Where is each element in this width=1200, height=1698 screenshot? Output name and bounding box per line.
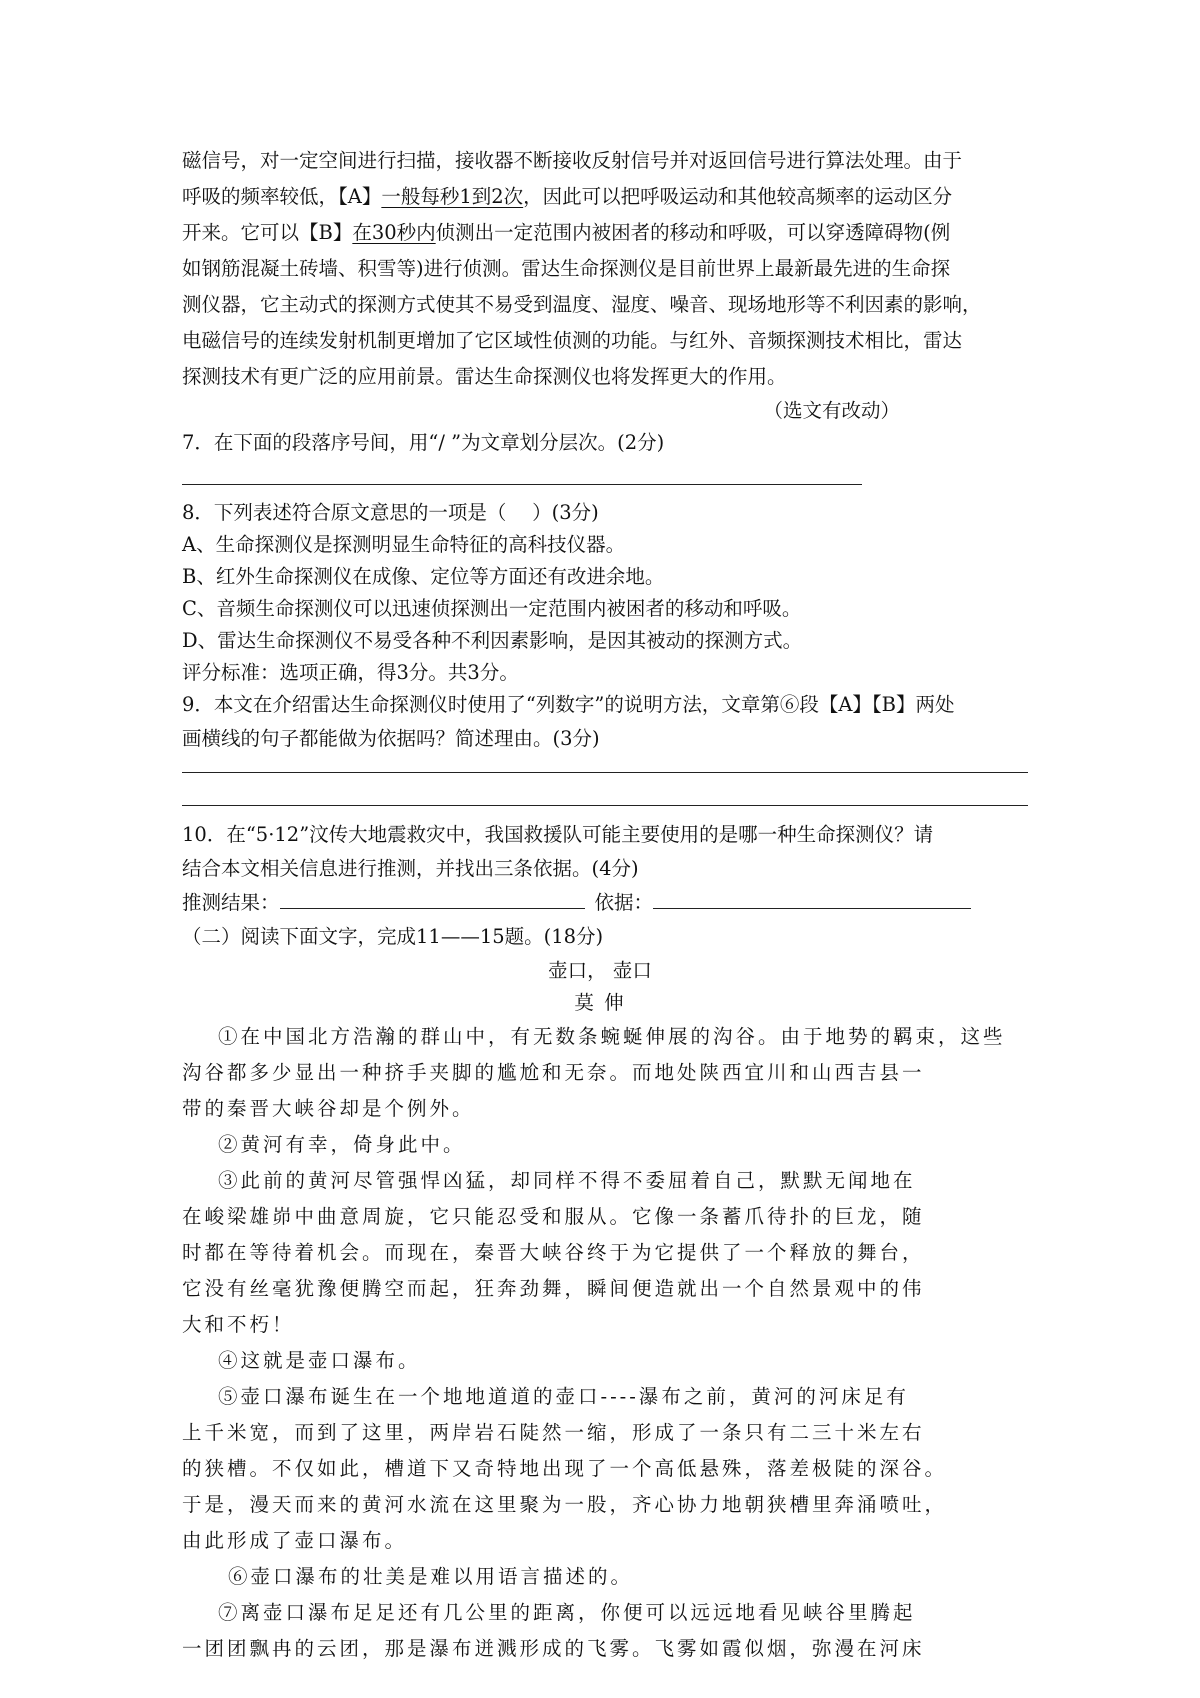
paragraph-3-line: 大和不朽！ <box>182 1313 295 1336</box>
text-line: 电磁信号的连续发射机制更增加了它区域性侦测的功能。与红外、音频探测技术相比，雷达 <box>182 329 963 352</box>
underlined-sentence-b: 在30秒内 <box>352 221 436 244</box>
answer-line[interactable] <box>182 805 1028 806</box>
text-segment: 侦测出一定范围内被困者的移动和呼吸，可以穿透障碍物(例 <box>435 221 951 244</box>
option-b: B、红外生命探测仪在成像、定位等方面还有改进余地。 <box>182 565 665 588</box>
paragraph-1-line: 沟谷都多少显出一种挤手夹脚的尴尬和无奈。而地处陕西宜川和山西吉县一 <box>182 1061 925 1084</box>
text-line: 测仪器，它主动式的探测方式使其不易受到温度、湿度、噪音、现场地形等不利因素的影响， <box>182 293 982 316</box>
result-label: 推测结果： <box>182 891 280 914</box>
option-a: A、生命探测仪是探测明显生命特征的高科技仪器。 <box>182 533 626 556</box>
article-author: 莫 伸 <box>574 991 626 1014</box>
paragraph-7-line: 一团团飘冉的云团，那是瀑布迸溅形成的飞雾。飞雾如霞似烟，弥漫在河床 <box>182 1637 925 1660</box>
text-line: 探测技术有更广泛的应用前景。雷达生命探测仪也将发挥更大的作用。 <box>182 365 787 388</box>
option-c: C、音频生命探测仪可以迅速侦探测出一定范围内被困者的移动和呼吸。 <box>182 597 802 620</box>
text-line: 磁信号，对一定空间进行扫描，接收器不断接收反射信号并对返回信号进行算法处理。由于 <box>182 149 963 172</box>
answer-line[interactable] <box>182 484 862 485</box>
text-line: 如钢筋混凝土砖墙、积雪等)进行侦测。雷达生命探测仪是目前世界上最新最先进的生命探 <box>182 257 951 280</box>
paragraph-5-line: ⑤壶口瀑布诞生在一个地地道道的壶口----瀑布之前，黄河的河床足有 <box>218 1385 909 1408</box>
text-line <box>182 180 1028 214</box>
answer-row <box>182 886 1028 920</box>
paragraph-3-line: 时都在等待着机会。而现在，秦晋大峡谷终于为它提供了一个释放的舞台， <box>182 1241 925 1264</box>
section-heading: （二）阅读下面文字，完成11——15题。(18分) <box>182 925 604 948</box>
underlined-sentence-a: 一般每秒1到2次 <box>381 185 524 208</box>
scoring-note: 评分标准：选项正确，得3分。共3分。 <box>182 661 519 684</box>
paragraph-3-line: ③此前的黄河尽管强悍凶猛，却同样不得不委屈着自己，默默无闻地在 <box>218 1169 916 1192</box>
paragraph-1-line: 带的秦晋大峡谷却是个例外。 <box>182 1097 475 1120</box>
question-9-line: 9．本文在介绍雷达生命探测仪时使用了“列数字”的说明方法，文章第⑥段【A】【B】两处 <box>182 693 955 716</box>
paragraph-3-line: 它没有丝毫犹豫便腾空而起，狂奔劲舞，瞬间便造就出一个自然景观中的伟 <box>182 1277 925 1300</box>
paragraph-5-line: 于是，漫天而来的黄河水流在这里聚为一股，齐心协力地朝狭槽里奔涌喷吐， <box>182 1493 948 1516</box>
question-10-line: 10．在“5·12”汶传大地震救灾中，我国救援队可能主要使用的是哪一种生命探测仪？请 <box>182 823 934 846</box>
paragraph-2: ②黄河有幸，倚身此中。 <box>218 1133 466 1156</box>
paragraph-5-line: 的狭槽。不仅如此，槽道下又奇特地出现了一个高低悬殊，落差极陡的深谷。 <box>182 1457 948 1480</box>
paragraph-6: ⑥壶口瀑布的壮美是难以用语言描述的。 <box>228 1565 634 1588</box>
answer-line[interactable] <box>182 772 1028 773</box>
paragraph-5-line: 由此形成了壶口瀑布。 <box>182 1529 408 1552</box>
basis-blank[interactable] <box>653 888 971 909</box>
question-10-line: 结合本文相关信息进行推测，并找出三条依据。(4分) <box>182 857 639 880</box>
text-segment: 呼吸的频率较低，【A】 <box>182 185 382 208</box>
source-note: （选文有改动） <box>763 399 900 422</box>
basis-label: 依据： <box>594 891 654 914</box>
question-8-stem: 8．下列表述符合原文意思的一项是（ ）(3分) <box>182 501 599 524</box>
result-blank[interactable] <box>280 888 585 909</box>
question-7: 7．在下面的段落序号间，用“/ ”为文章划分层次。(2分) <box>182 431 665 454</box>
text-line <box>182 216 1028 250</box>
question-9-line: 画横线的句子都能做为依据吗？简述理由。(3分) <box>182 727 600 750</box>
paragraph-5-line: 上千米宽，而到了这里，两岸岩石陡然一缩，形成了一条只有二三十米左右 <box>182 1421 925 1444</box>
paragraph-3-line: 在峻梁雄峁中曲意周旋，它只能忍受和服从。它像一条蓄爪待扑的巨龙，随 <box>182 1205 925 1228</box>
option-d: D、雷达生命探测仪不易受各种不利因素影响，是因其被动的探测方式。 <box>182 629 803 652</box>
paragraph-7-line: ⑦离壶口瀑布足足还有几公里的距离，你便可以远远地看见峡谷里腾起 <box>218 1601 916 1624</box>
paragraph-1-line: ①在中国北方浩瀚的群山中，有无数条蜿蜒伸展的沟谷。由于地势的羁束，这些 <box>218 1025 1006 1048</box>
article-title: 壶口， 壶口 <box>548 959 652 982</box>
text-segment: 开来。它可以【B】 <box>182 221 353 244</box>
paragraph-4: ④这就是壶口瀑布。 <box>218 1349 421 1372</box>
text-segment: ，因此可以把呼吸运动和其他较高频率的运动区分 <box>523 185 953 208</box>
